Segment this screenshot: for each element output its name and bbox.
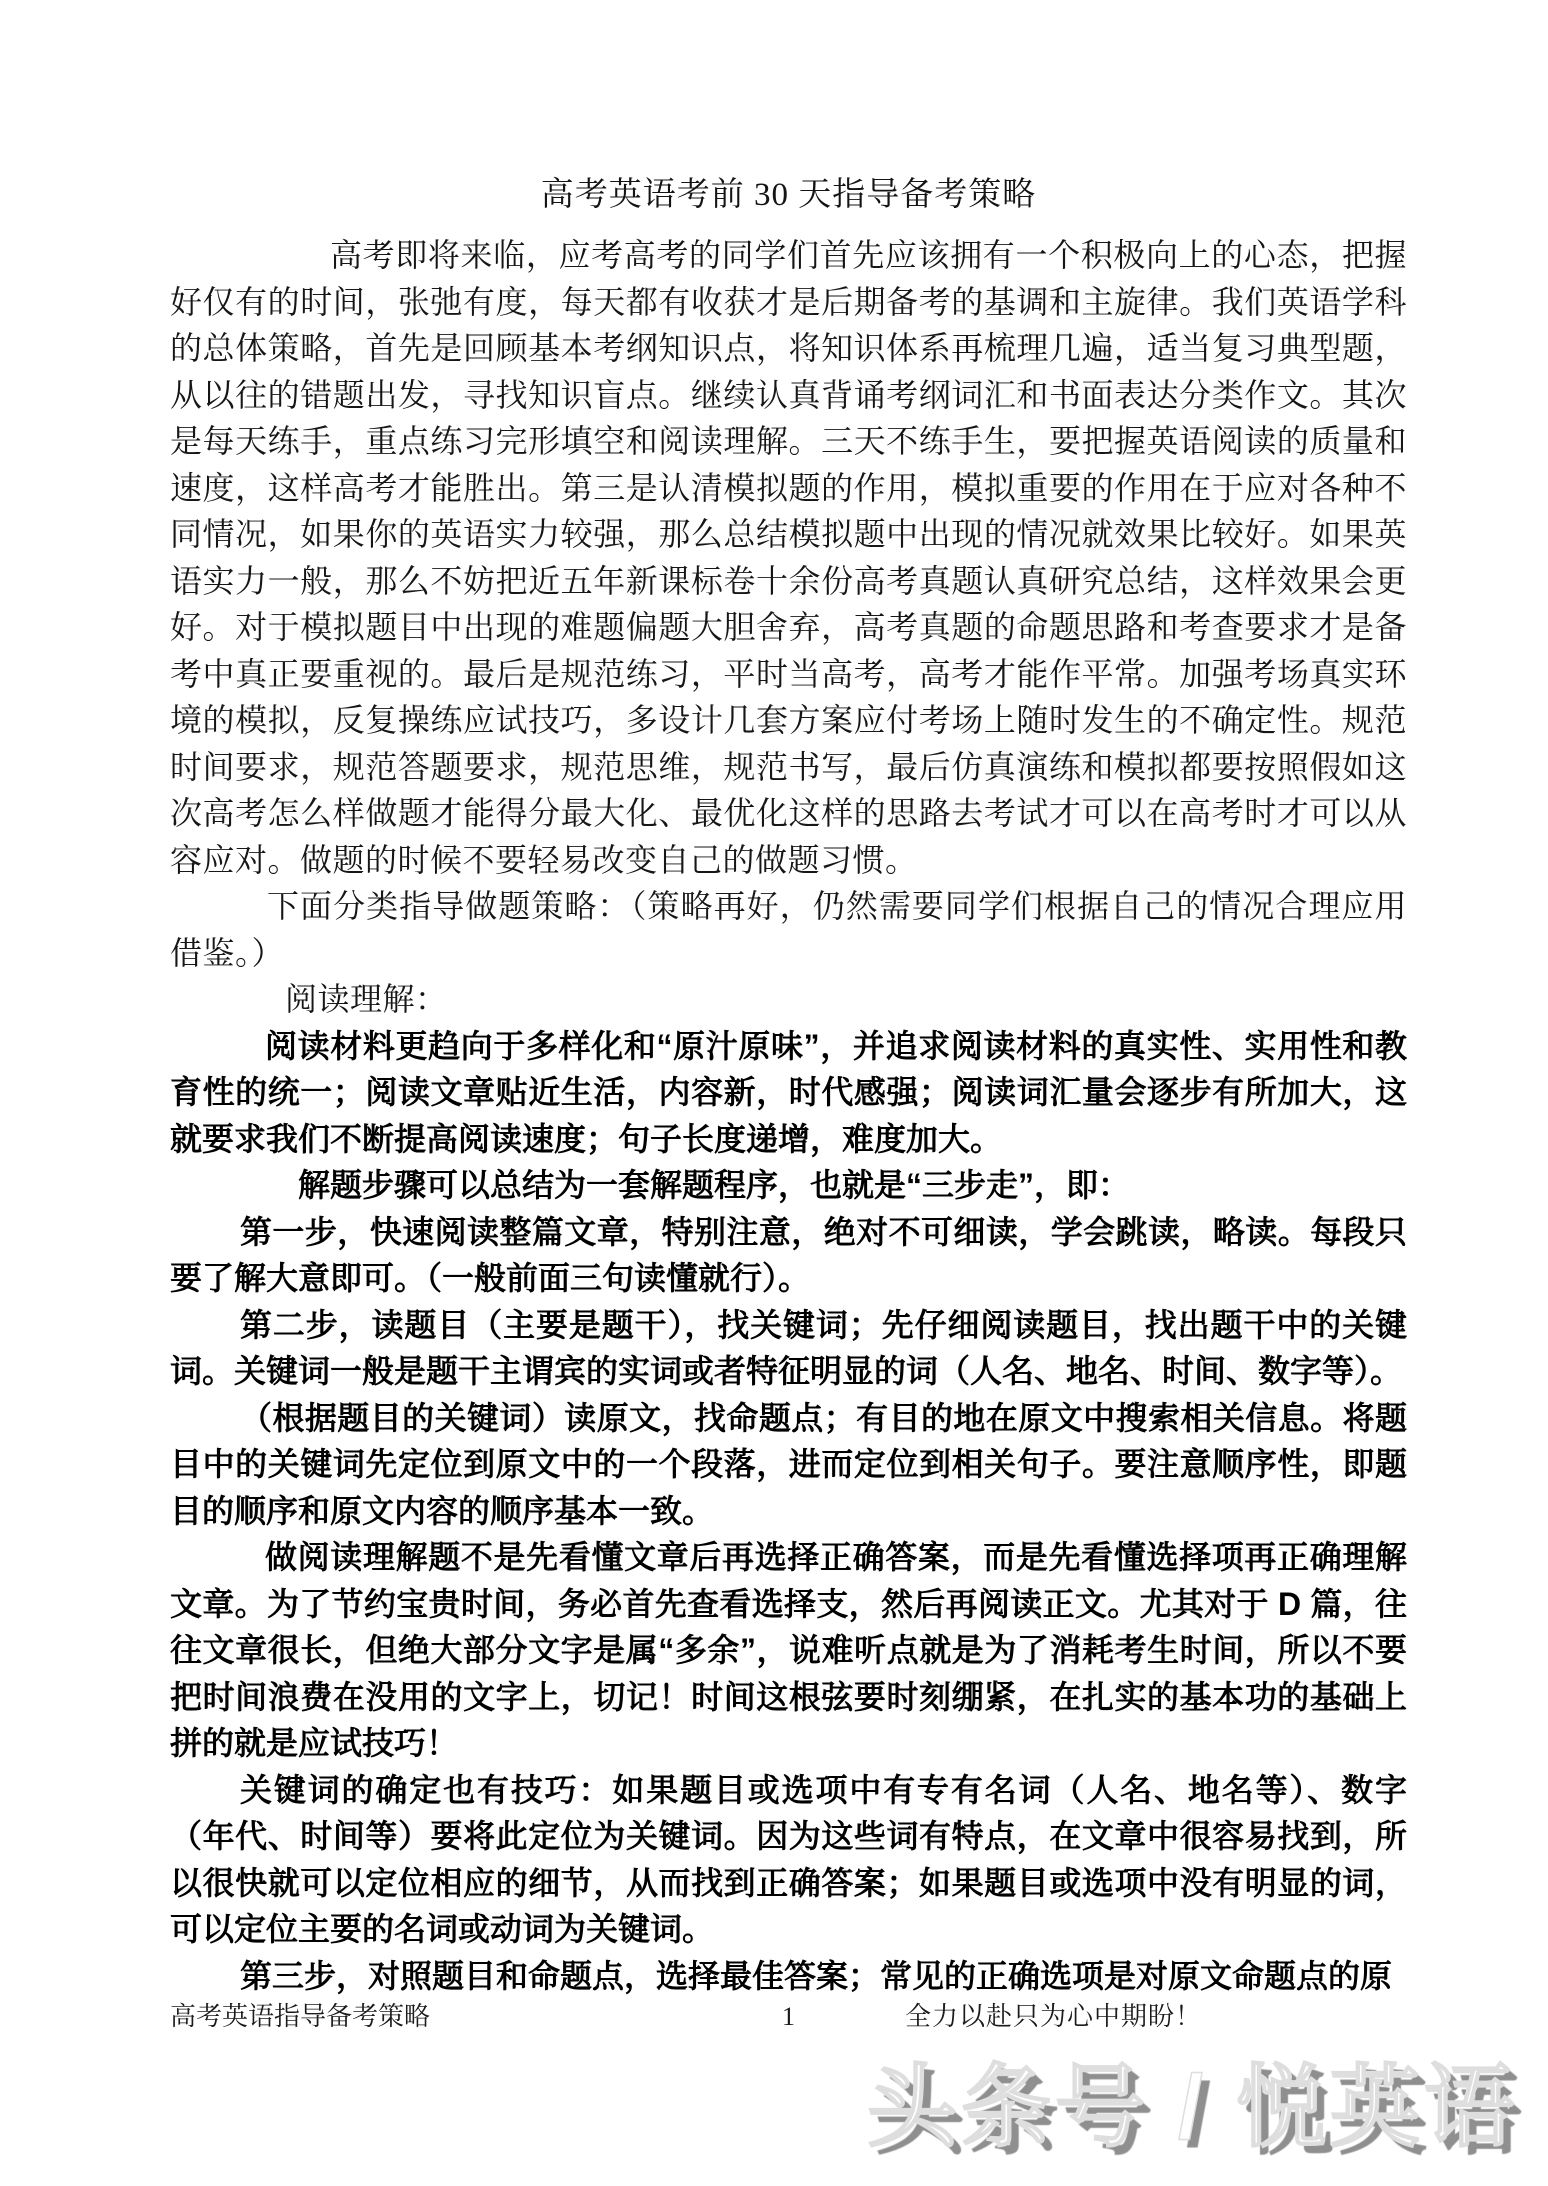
paragraph: 关键词的确定也有技巧：如果题目或选项中有专有名词（人名、地名等）、数字（年代、时间等）要将此定位为关键词。因为这些词有特点，在文章中很容易找到，所以很快就可以定位相应的细节，从而找到正确答案；如果题目或选项中没有明显的词，可以定位主要的名词或动词为关键词。 [170, 1771, 1407, 1947]
paragraph: 解题步骤可以总结为一套解题程序，也就是“三步走”，即： [298, 1167, 1131, 1203]
paragraph: 第一步，快速阅读整篇文章，特别注意，绝对不可细读，学会跳读，略读。每段只要了解大意即可。（一般前面三句读懂就行）。 [170, 1213, 1407, 1296]
footer-document-name: 高考英语指导备考策略 [170, 2002, 431, 2031]
document-content [170, 172, 1407, 1999]
paragraph: （根据题目的关键词）读原文，找命题点；有目的地在原文中搜索相关信息。将题目中的关键词先定位到原文中的一个段落，进而定位到相关句子。要注意顺序性，即题目的顺序和原文内容的顺序基本一致。 [170, 1399, 1407, 1529]
document-body [170, 232, 1407, 1999]
paragraph: 下面分类指导做题策略：（策略再好，仍然需要同学们根据自己的情况合理应用借鉴。） [170, 888, 1407, 971]
document-title: 高考英语考前 30 天指导备考策略 [540, 177, 1037, 213]
page-footer [170, 2000, 1407, 2034]
paragraph: 阅读理解： [285, 981, 448, 1017]
watermark: 头条号 / 悦英语 [866, 2058, 1518, 2158]
footer-page-number: 1 [782, 2002, 795, 2031]
paragraph: 高考即将来临，应考高考的同学们首先应该拥有一个积极向上的心态，把握好仅有的时间，张弛有度，每天都有收获才是后期备考的基调和主旋律。我们英语学科的总体策略，首先是回顾基本考纲知识点，将知识体系再梳理几遍，适当复习典型题，从以往的错题出发，寻找知识盲点。继续认真背诵考纲词汇和书面表达分类作文。其次是每天练手，重点练习完形填空和阅读理解。三天不练手生，要把握英语阅读的质量和速度，这样高考才能胜出。第三是认清模拟题的作用，模拟重要的作用在于应对各种不同情况，如果你的英语实力较强，那么总结模拟题中出现的情况就效果比较好。如果英语实力一般，那么不妨把近五年新课标卷十余份高考真题认真研究总结，这样效果会更好。对于模拟题目中出现的难题偏题大胆舍弃，高考真题的命题思路和考查要求才是备考中真正要重视的。最后是规范练习，平时当高考，高考才能作平常。加强考场真实环境的模拟，反复操练应试技巧，多设计几套方案应付考场上随时发生的不确定性。规范时间要求，规范答题要求，规范思维，规范书写，最后仿真演练和模拟都要按照假如这次高考怎么样做题才能得分最大化、最优化这样的思路去考试才可以在高考时才可以从容应对。做题的时候不要轻易改变自己的做题习惯。 [170, 237, 1407, 878]
footer-slogan: 全力以赴只为心中期盼！ [905, 2002, 1203, 2031]
paragraph: 阅读材料更趋向于多样化和“原汁原味”，并追求阅读材料的真实性、实用性和教育性的统一；阅读文章贴近生活，内容新，时代感强；阅读词汇量会逐步有所加大，这就要求我们不断提高阅读速度；句子长度递增，难度加大。 [170, 1027, 1407, 1157]
paragraph: 做阅读理解题不是先看懂文章后再选择正确答案，而是先看懂选择项再正确理解文章。为了节约宝贵时间，务必首先查看选择支，然后再阅读正文。尤其对于 D 篇，往往文章很长，但绝大部分文字是属“多余”，说难听点就是为了消耗考生时间，所以不要把时间浪费在没用的文字上，切记！时间这根弦要时刻绷紧，在扎实的基本功的基础上拼的就是应试技巧！ [170, 1539, 1407, 1761]
paragraph: 第三步，对照题目和命题点，选择最佳答案；常见的正确选项是对原文命题点的原 [240, 1957, 1393, 1994]
paragraph: 第二步，读题目（主要是题干），找关键词；先仔细阅读题目，找出题干中的关键词。关键词一般是题干主谓宾的实词或者特征明显的词（人名、地名、时间、数字等）。 [170, 1306, 1407, 1389]
